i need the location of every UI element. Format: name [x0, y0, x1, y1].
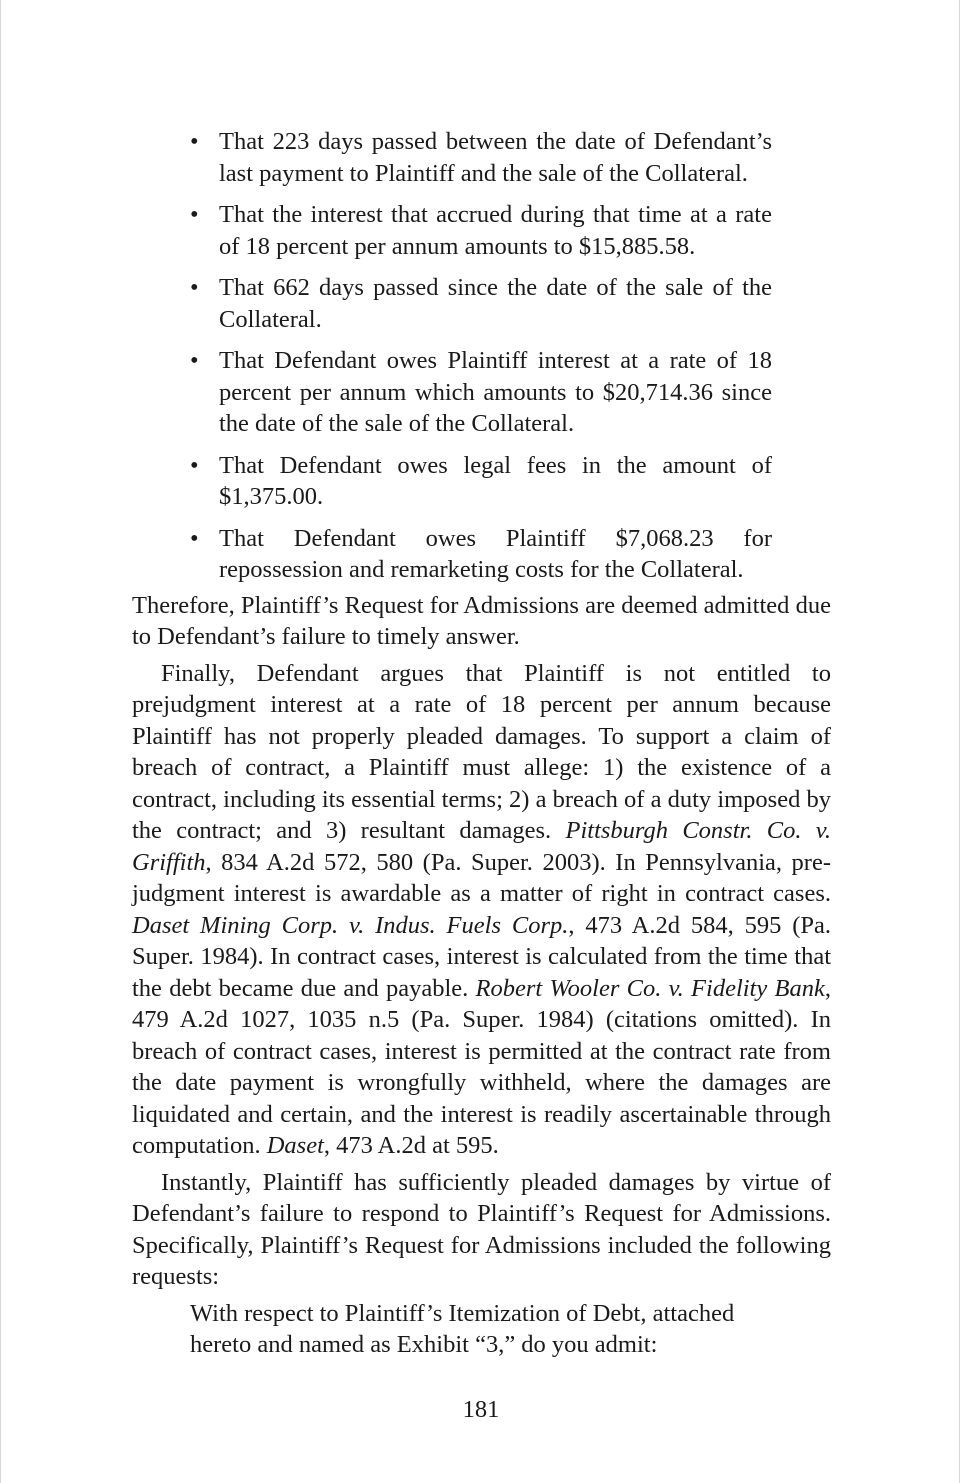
- paragraph-prejudgment-interest: [132, 658, 831, 1162]
- list-item: • That 662 days passed since the date of the sale of the Collateral.: [219, 272, 772, 335]
- admission-list: [132, 126, 772, 586]
- page-content: [132, 126, 831, 1366]
- list-item: • That Defendant owes Plaintiff interest at a rate of 18 percent per annum which amounts to $20,714.36 since the date of the sale of the Collateral.: [219, 345, 772, 440]
- paragraph-text: , 479 A.2d 1027, 1035 n.5 (Pa. Super. 1984) (citations omitted). In breach of contract cases, interest is permitted at the contract rate from the date payment is wrongfully withheld, where the damages are liquidated and certain, and the interest is readily ascertainable through computation.: [132, 974, 831, 1159]
- case-citation: Robert Wooler Co. v. Fidelity Bank: [475, 974, 825, 1002]
- list-item: • That the interest that accrued during that time at a rate of 18 percent per annum amounts to $15,885.58.: [219, 199, 772, 262]
- block-quote: With respect to Plaintiff’s Itemization of Debt, attached hereto and named as Exhibit “3,” do you admit:: [190, 1299, 735, 1358]
- paragraph-instantly: Instantly, Plaintiff has sufficiently pleaded damages by virtue of Defendant’s failure to respond to Plaintiff’s Request for Admissions. Specifically, Plaintiff’s Request for Admissions included the following requests:: [132, 1168, 831, 1290]
- case-citation: Pittsburgh Constr. Co. v. Griffith: [132, 817, 831, 876]
- list-item: • That 223 days passed between the date of Defendant’s last payment to Plaintiff and the sale of the Collateral.: [219, 126, 772, 189]
- paragraph-text: , 473 A.2d 584, 595 (Pa. Super. 1984). In contract cases, interest is calculated from the time that the debt became due and payable.: [132, 911, 831, 1002]
- paragraph-text: , 473 A.2d at 595.: [323, 1132, 499, 1159]
- list-item: • That Defendant owes Plaintiff $7,068.23 for repossession and remarketing costs for the Collateral.: [219, 523, 772, 586]
- paragraph-text: , 834 A.2d 572, 580 (Pa. Super. 2003). In Pennsylvania, pre-judgment interest is awardable as a matter of right in contract cases.: [132, 848, 831, 907]
- case-citation: Daset Mining Corp. v. Indus. Fuels Corp.: [132, 911, 569, 939]
- page-number: 181: [462, 1396, 500, 1423]
- paragraph-text: Finally, Defendant argues that Plaintiff is not entitled to prejudgment interest at a rate of 18 percent per annum because Plaintiff has not properly pleaded damages. To support a claim of breach of contract, a Plaintiff must allege: 1) the existence of a contract, including its essential terms; 2) a breach of a duty imposed by the contract; and 3) resultant damages.: [132, 659, 831, 844]
- list-item: • That Defendant owes legal fees in the amount of $1,375.00.: [219, 450, 772, 513]
- case-citation: Daset: [266, 1132, 324, 1159]
- paragraph-therefore: Therefore, Plaintiff’s Request for Admissions are deemed admitted due to Defendant’s failure to timely answer.: [132, 591, 831, 650]
